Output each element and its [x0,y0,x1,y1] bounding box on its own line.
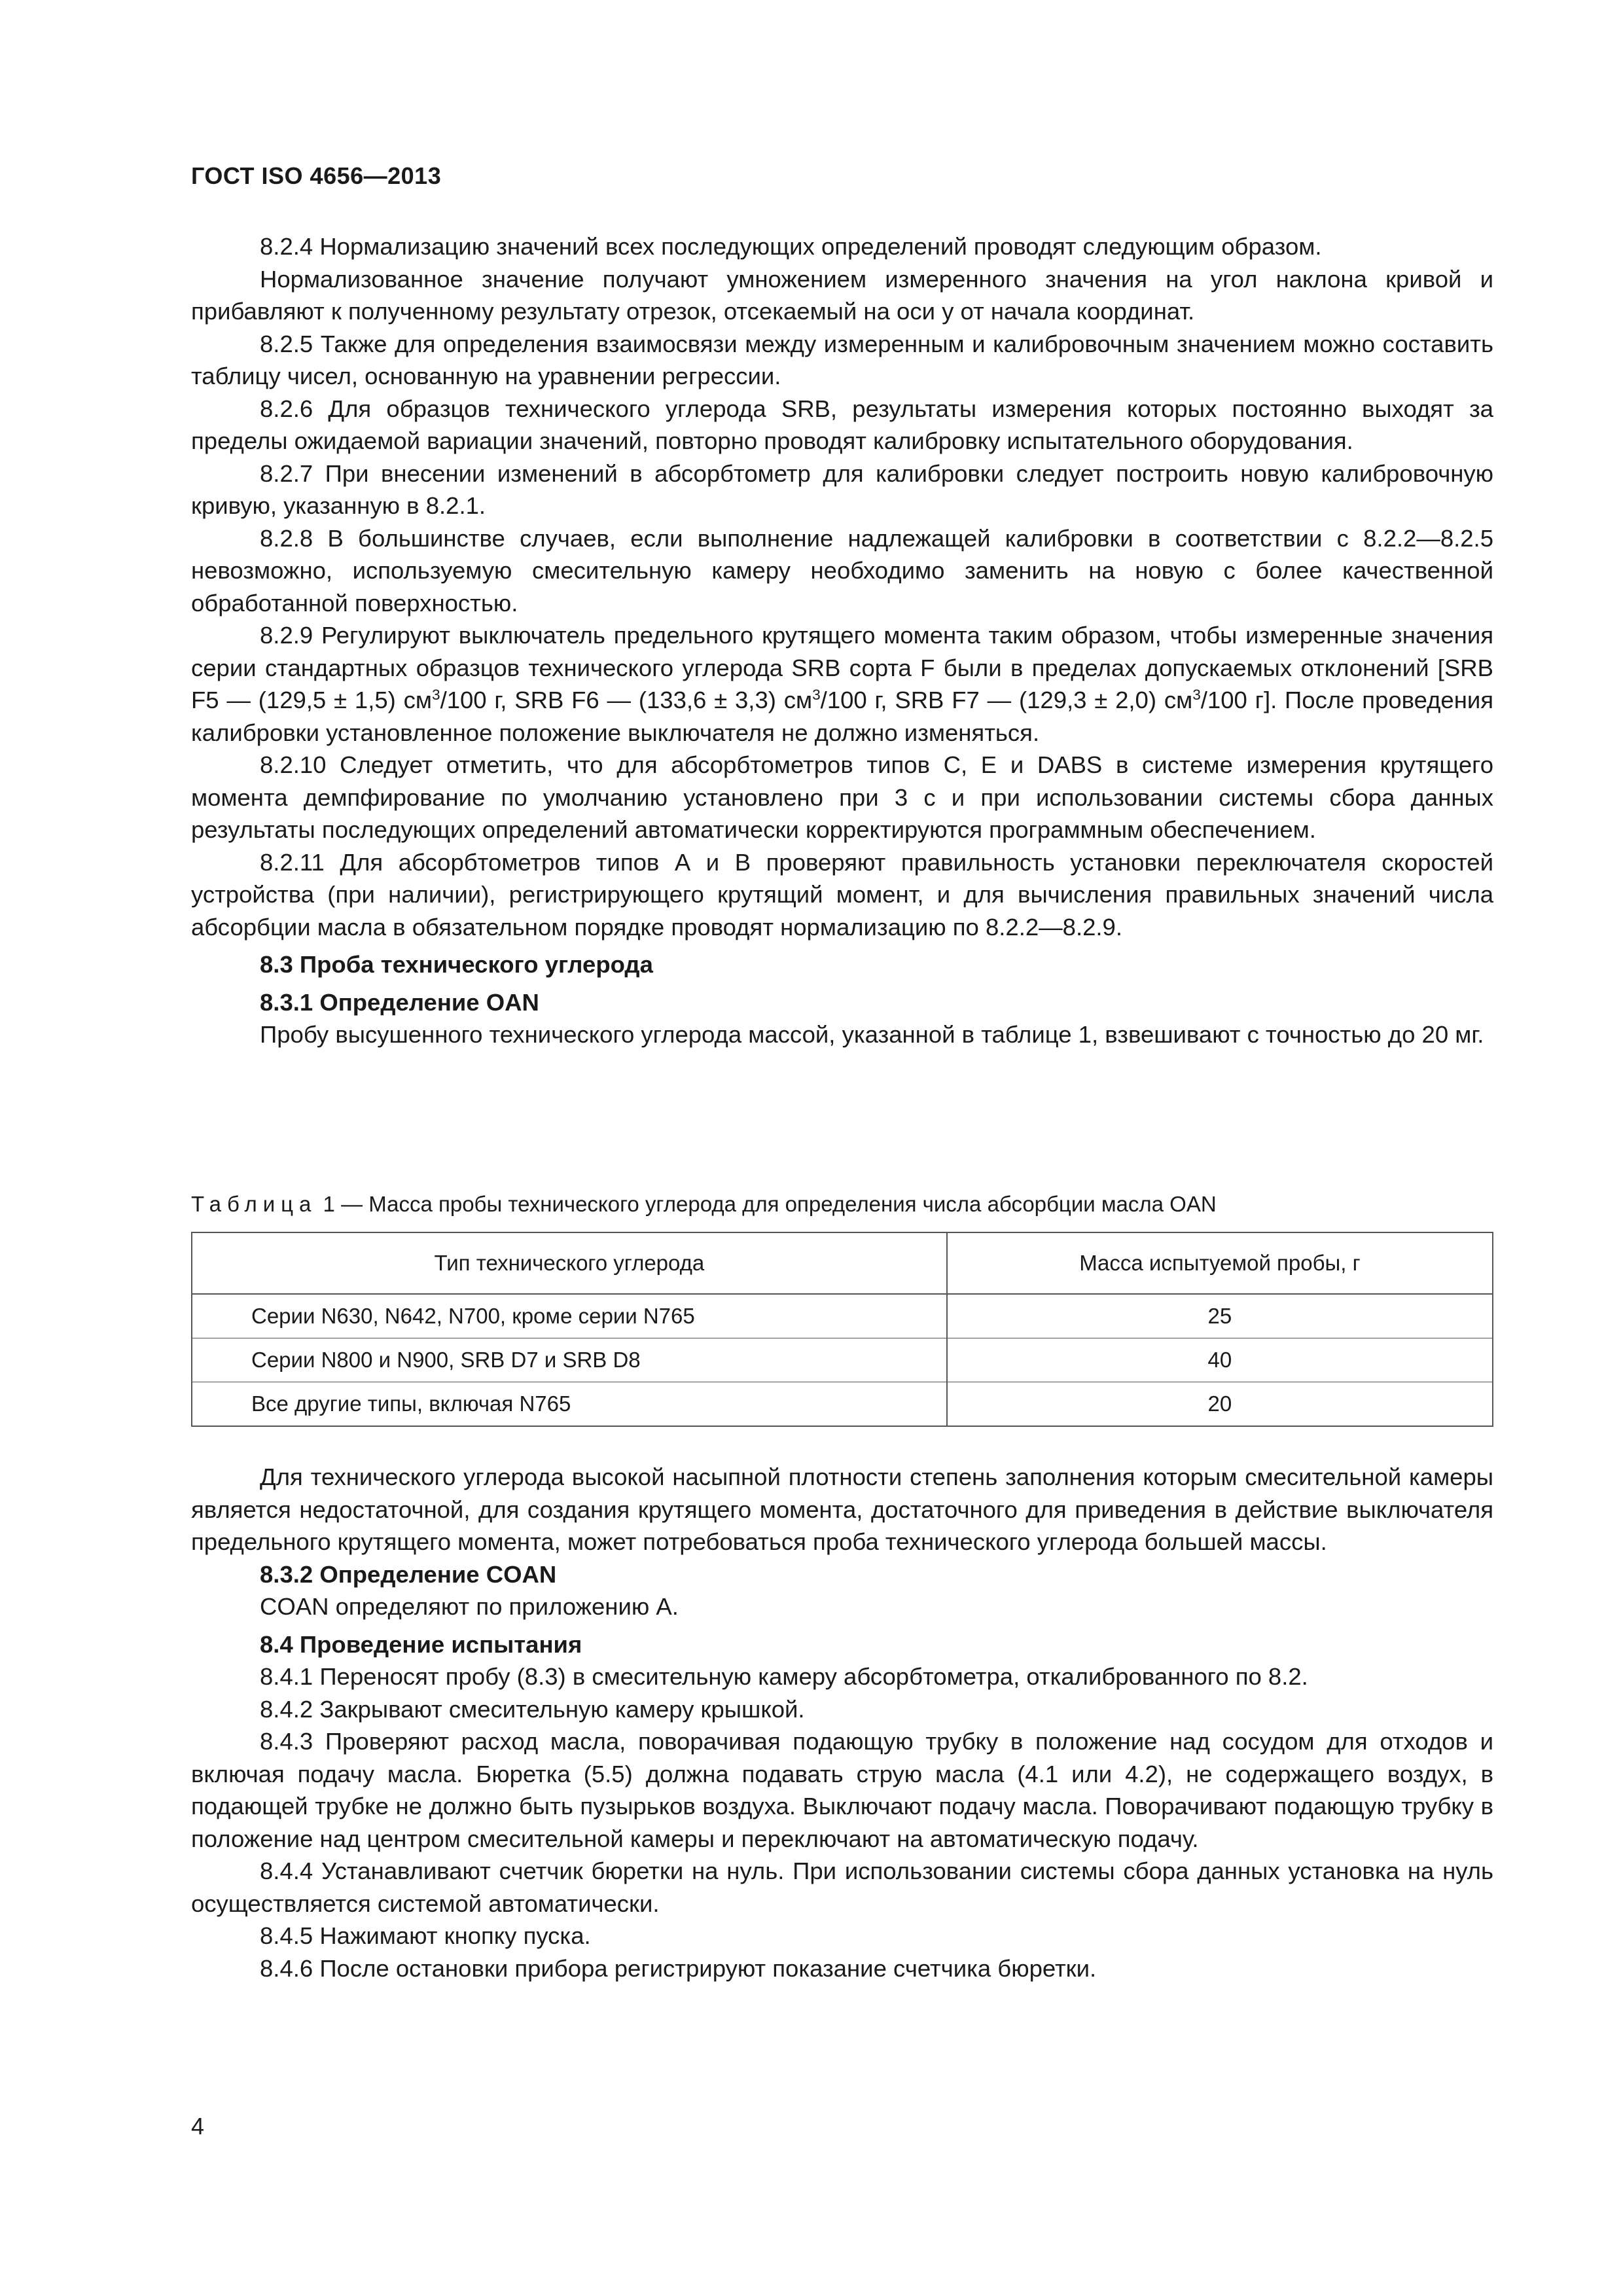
table-cell-type: Все другие типы, включая N765 [192,1382,947,1427]
p829-part-3: /100 г, SRB F7 — (129,3 ± 2,0) см [820,687,1193,713]
section-8-3-8-4-text [191,1461,1493,1984]
heading-8-4: 8.4 Проведение испытания [260,1630,582,1658]
heading-8-3: 8.3 Проба технического углерода [260,951,653,978]
table-header-row [192,1232,1493,1294]
table-header-mass: Масса испытуемой пробы, г [947,1232,1493,1294]
p829-part-2: /100 г, SRB F6 — (133,6 ± 3,3) см [440,687,813,713]
table-cell-mass: 40 [947,1338,1493,1382]
paragraph-8-4-5: 8.4.5 Нажимают кнопку пуска. [260,1922,591,1949]
paragraph-8-3-1: Пробу высушенного технического углерода массой, указанной в таблице 1, взвешивают с точностью до 20 мг. [260,1021,1484,1048]
p829-part-1: 8.2.9 Регулируют выключатель предельного крутящего момента таким образом, чтобы измеренные значения серии стандартных образцов технического углерода SRB сорта F были в пределах допускаемых отклонений [SRB F5 — (129,5 ± 1,5) см [191,622,1493,713]
page-number: 4 [191,2113,205,2140]
paragraph-high-density: Для технического углерода высокой насыпной плотности степень заполнения которым смесительной камеры является недостаточной, для создания крутящего момента, достаточного для приведения в действие выключателя предельного крутящего момента, может потребоваться проба технического углерода большей массы. [191,1463,1493,1555]
table-caption [191,1190,1217,1219]
document-header: ГОСТ ISO 4656—2013 [191,162,442,189]
table-cell-mass: 25 [947,1294,1493,1338]
paragraph-8-4-1: 8.4.1 Переносят пробу (8.3) в смесительную камеру абсорбтометра, откалиброванного по 8.2. [260,1663,1308,1690]
table-row [192,1338,1493,1382]
paragraph-8-4-2: 8.4.2 Закрывают смесительную камеру крышкой. [260,1695,805,1723]
paragraph-8-2-8: 8.2.8 В большинстве случаев, если выполнение надлежащей калибровки в соответствии с 8.2.2—8.2.5 невозможно, используемую смесительную камеру необходимо заменить на новую с более качественной обработанной поверхностью. [191,524,1493,617]
table-header-type: Тип технического углерода [192,1232,947,1294]
paragraph-8-4-4: 8.4.4 Устанавливают счетчик бюретки на нуль. При использовании системы сбора данных установка на нуль осуществляется системой автоматически. [191,1857,1493,1917]
paragraph-8-2-11: 8.2.11 Для абсорбтометров типов А и В проверяют правильность установки переключателя скоростей устройства (при наличии), регистрирующего крутящий момент, и для вычисления правильных значений числа абсорбции масла в обязательном порядке проводят нормализацию по 8.2.2—8.2.9. [191,848,1493,941]
table-cell-type: Серии N800 и N900, SRB D7 и SRB D8 [192,1338,947,1382]
table-caption-text: 1 — Масса пробы технического углерода для определения числа абсорбции масла OAN [317,1192,1217,1216]
section-8-2-text [191,230,1493,1051]
paragraph-8-2-6: 8.2.6 Для образцов технического углерода SRB, результаты измерения которых постоянно выходят за пределы ожидаемой вариации значений, повторно проводят калибровку испытательного оборудования. [191,395,1493,454]
paragraph-8-4-3: 8.4.3 Проверяют расход масла, поворачивая подающую трубку в положение над сосудом для отходов и включая подачу масла. Бюретка (5.5) должна подавать струю масла (4.1 или 4.2), не содержащего воздух, в подающей трубке не должно быть пузырьков воздуха. Выключают подачу масла. Поворачивают подающую трубку в положение над центром смесительной камеры и переключают на автоматическую подачу. [191,1728,1493,1852]
paragraph-8-2-9 [191,619,1493,749]
paragraph-coan: COAN определяют по приложению А. [260,1593,679,1620]
table-cell-type: Серии N630, N642, N700, кроме серии N765 [192,1294,947,1338]
table-row [192,1294,1493,1338]
sample-mass-table [191,1232,1493,1427]
heading-8-3-1: 8.3.1 Определение OAN [260,988,539,1016]
table-row [192,1382,1493,1427]
p829-sup-2: 3 [812,686,821,703]
paragraph-8-2-7: 8.2.7 При внесении изменений в абсорбтометр для калибровки следует построить новую калибровочную кривую, указанную в 8.2.1. [191,459,1493,519]
paragraph-8-2-4: 8.2.4 Нормализацию значений всех последующих определений проводят следующим образом. [260,233,1322,260]
paragraph-8-2-5: 8.2.5 Также для определения взаимосвязи между измеренным и калибровочным значением можно составить таблицу чисел, основанную на уравнении регрессии. [191,330,1493,389]
heading-8-3-2: 8.3.2 Определение COAN [260,1560,557,1588]
paragraph-8-4-6: 8.4.6 После остановки прибора регистрируют показание счетчика бюретки. [260,1954,1097,1982]
p829-sup-1: 3 [431,686,440,703]
table-cell-mass: 20 [947,1382,1493,1427]
table-caption-label: Таблица [191,1192,317,1216]
paragraph-8-2-10: 8.2.10 Следует отметить, что для абсорбтометров типов С, Е и DABS в системе измерения крутящего момента демпфирование по умолчанию установлено при 3 с и при использовании системы сбора данных результаты последующих определений автоматически корректируются программным обеспечением. [191,751,1493,843]
p829-sup-3: 3 [1192,686,1201,703]
paragraph-normalized-value: Нормализованное значение получают умножением измеренного значения на угол наклона кривой и прибавляют к полученному результату отрезок, отсекаемый на оси у от начала координат. [191,265,1493,325]
p829-part-4: /100 г]. После проведения калибровки установленное положение выключателя не должно изменяться. [191,687,1494,746]
